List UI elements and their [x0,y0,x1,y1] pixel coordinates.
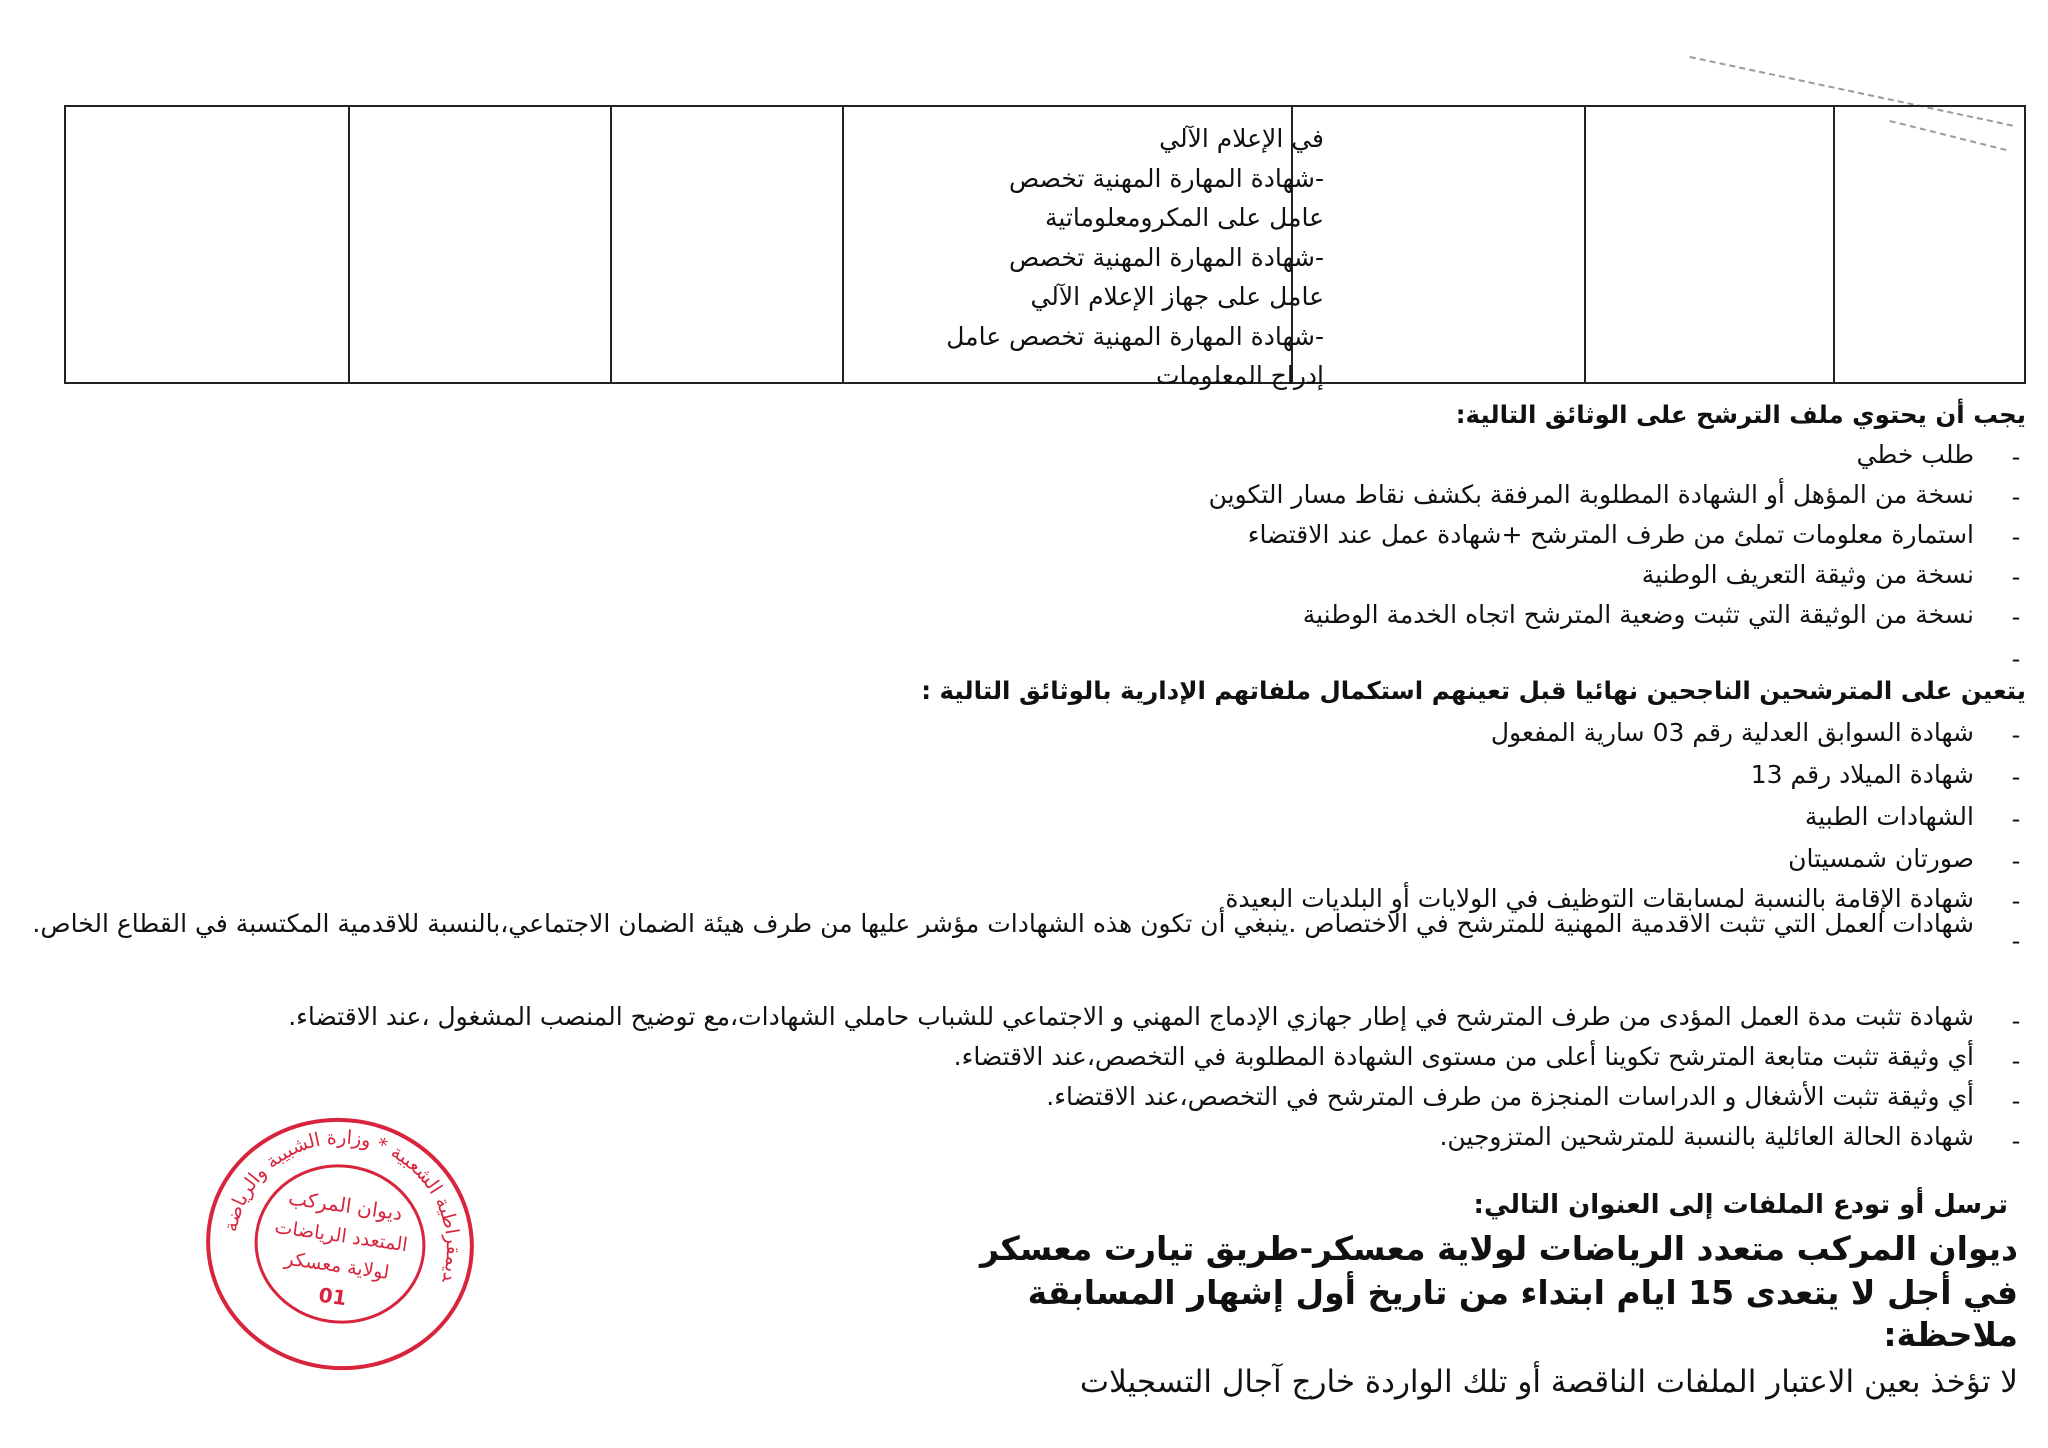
list-bullet: - [2011,523,2021,551]
stamp-number: 01 [317,1282,349,1311]
stamp-line-2: المتعدد الرياضات [273,1215,409,1257]
admin-item: شهادة الإقامة بالنسبة لمسابقات التوظيف في الولايات أو البلديات البعيدة [1225,884,1974,913]
official-stamp [196,1108,484,1380]
table-column-divider [1584,107,1586,382]
list-bullet: - [2011,1047,2021,1075]
list-bullet: - [2011,1007,2021,1035]
list-bullet: - [2011,443,2021,471]
address-heading: ترسل أو تودع الملفات إلى العنوان التالي: [1473,1190,2008,1220]
admin-item: شهادة السوابق العدلية رقم 03 سارية المفعول [1490,718,1974,747]
list-bullet: - [2011,887,2021,915]
admin-item: شهادة الميلاد رقم 13 [1750,760,1974,789]
qualification-line: في الإعلام الآلي [1159,124,1324,153]
dossier-heading: يجب أن يحتوي ملف الترشح على الوثائق التالية: [1455,400,2026,429]
list-bullet: - [2011,1087,2021,1115]
admin-item: شهادة الحالة العائلية بالنسبة للمترشحين المتزوجين. [1439,1122,1974,1151]
qualification-line: عامل على جهاز الإعلام الآلي [1030,282,1324,311]
address-office: ديوان المركب متعدد الرياضات لولاية معسكر-طريق تيارت معسكر [979,1229,2018,1268]
dossier-item: طلب خطي [1856,440,1974,469]
list-bullet: - [2011,805,2021,833]
dossier-item: نسخة من الوثيقة التي تثبت وضعية المترشح اتجاه الخدمة الوطنية [1302,600,1974,629]
note-label: ملاحظة: [1883,1315,2018,1354]
stamp-line-3: لولاية معسكر [283,1247,391,1285]
qualification-cell [904,119,1336,390]
table-column-divider [1833,107,1835,382]
dossier-item: نسخة من المؤهل أو الشهادة المطلوبة المرفقة بكشف نقاط مسار التكوين [1208,480,1974,509]
qualification-line: -شهادة المهارة المهنية تخصص [1009,242,1324,272]
dossier-item: نسخة من وثيقة التعريف الوطنية [1641,560,1974,589]
admin-item: أي وثيقة تثبت متابعة المترشح تكوينا أعلى من مستوى الشهادة المطلوبة في التخصص،عند الاقتضاء. [953,1042,1974,1071]
table-column-divider [348,107,350,382]
list-bullet: - [2011,763,2021,791]
note-text: لا تؤخذ بعين الاعتبار الملفات الناقصة أو تلك الواردة خارج آجال التسجيلات [1079,1364,2018,1400]
dossier-item: استمارة معلومات تملئ من طرف المترشح +شهادة عمل عند الاقتضاء [1247,520,1974,549]
admin-item: صورتان شمسيتان [1788,844,1974,873]
list-bullet: - [2011,927,2021,955]
table-column-divider [842,107,844,382]
list-bullet-empty: - [2011,645,2021,673]
stamp-line-1: ديوان المركب [286,1185,404,1226]
qualification-line: عامل على المكرومعلوماتية [1044,203,1324,232]
admin-item: الشهادات الطبية [1804,802,1974,831]
admin-item: أي وثيقة تثبت الأشغال و الدراسات المنجزة من طرف المترشح في التخصص،عند الاقتضاء. [1046,1082,1974,1111]
table-column-divider [610,107,612,382]
stamp-outer-text: الديمقراطية الشعبية * وزارة الشبيبة والرياضة [219,1126,464,1286]
list-bullet: - [2011,603,2021,631]
list-bullet: - [2011,847,2021,875]
list-bullet: - [2011,563,2021,591]
qualification-line: -شهادة المهارة المهنية تخصص [1009,163,1324,193]
admin-heading: يتعين على المترشحين الناجحين نهائيا قبل تعينهم استكمال ملفاتهم الإدارية بالوثائق التالية : [921,676,2026,705]
list-bullet: - [2011,721,2021,749]
qualification-line: -شهادة المهارة المهنية تخصص عامل [946,321,1324,351]
admin-item: شهادة تثبت مدة العمل المؤدى من طرف المترشح في إطار جهازي الإدماج المهني و الاجتماعي للشباب حاملي الشهادات،مع توضيح المنصب المشغول ،عند الاقتضاء. [288,1002,1974,1031]
qualifications-table [64,105,2026,390]
list-bullet: - [2011,1127,2021,1155]
list-bullet: - [2011,483,2021,511]
deadline-text: في أجل لا يتعدى 15 ايام ابتداء من تاريخ أول إشهار المسابقة [1027,1273,2018,1312]
qualification-line: إدراج المعلومات [1156,361,1324,390]
admin-item: شهادات العمل التي تثبت الاقدمية المهنية للمترشح في الاختصاص .ينبغي أن تكون هذه الشهادات مؤشر عليها من طرف هيئة الضمان الاجتماعي،بالنسبة للاقدمية المكتسبة في القطاع الخاص. [32,909,1974,938]
